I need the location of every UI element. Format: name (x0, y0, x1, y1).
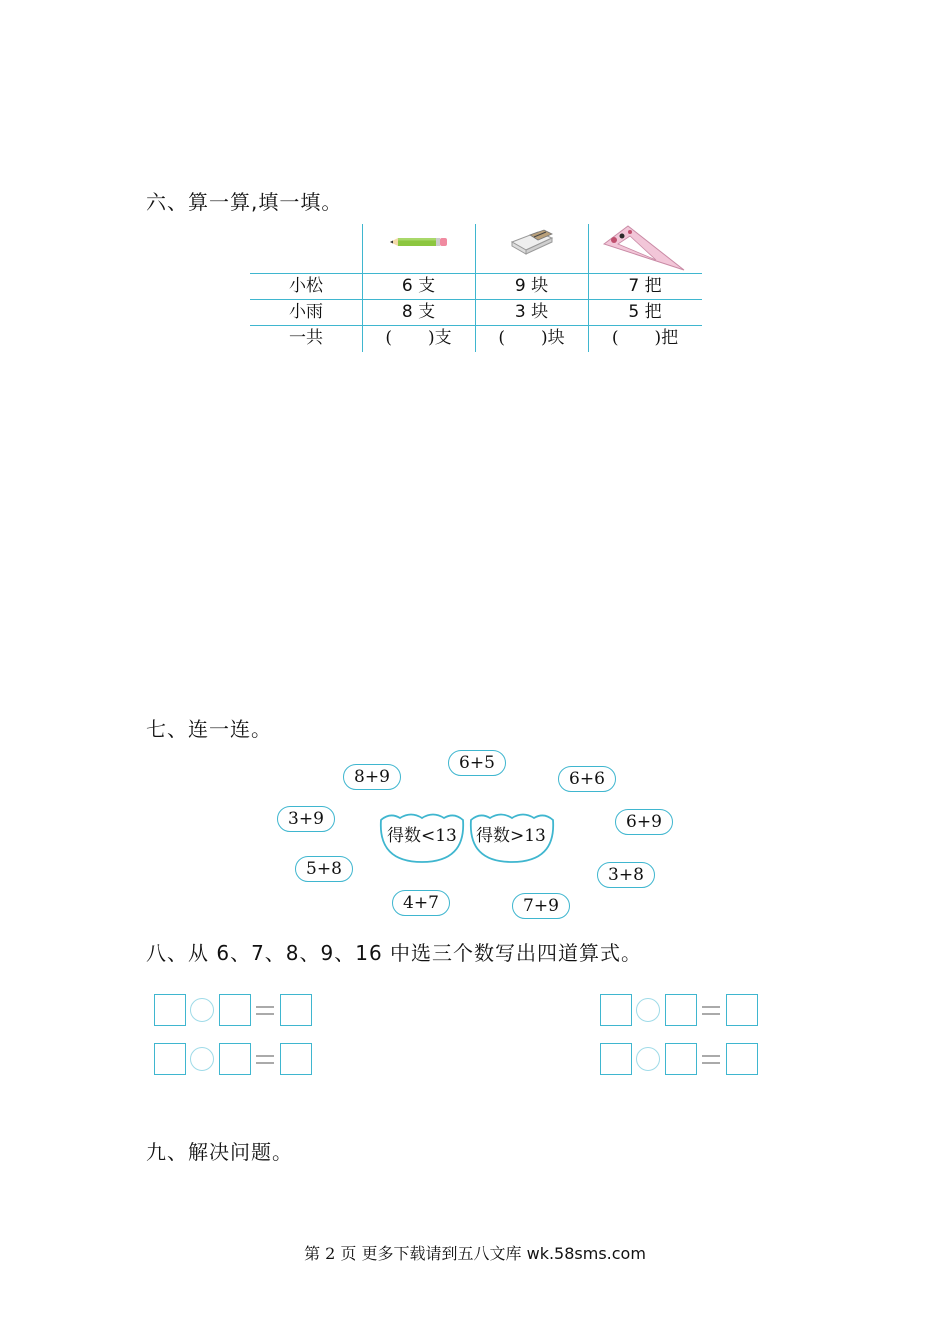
cell-xiaoyu-pencils: 8 支 (401, 302, 436, 322)
footer-site-link[interactable]: wk.58sms.com (526, 1244, 646, 1263)
page-footer (0, 1241, 950, 1264)
unit-label: 支 (434, 328, 452, 348)
expression-bubble[interactable]: 5+8 (295, 856, 353, 882)
expression-bubble[interactable]: 6+5 (448, 750, 506, 776)
basket-label-greater: 得数>13 (476, 826, 546, 846)
row-label-xiaosong: 小松 (289, 276, 323, 296)
section-8-heading: 八、从 6、7、8、9、16 中选三个数写出四道算式。 (146, 941, 643, 965)
equals-sign-icon (256, 1006, 274, 1015)
cell-xiaosong-rulers: 7 把 (628, 276, 662, 296)
number-box[interactable] (280, 994, 312, 1026)
section-7-heading: 七、连一连。 (146, 717, 272, 741)
expression-bubble[interactable]: 7+9 (512, 893, 570, 919)
row-label-xiaoyu: 小雨 (289, 302, 323, 322)
unit-label: 块 (547, 328, 565, 348)
close-paren: ) (541, 328, 548, 348)
operator-circle[interactable] (636, 998, 660, 1022)
close-paren: ) (654, 328, 662, 348)
expression-bubble[interactable]: 3+8 (597, 862, 655, 888)
eraser-icon (508, 226, 556, 256)
close-paren: ) (428, 328, 435, 348)
expression-bubble[interactable]: 6+6 (558, 766, 616, 792)
open-paren: ( (498, 328, 505, 348)
total-rulers-blank[interactable] (588, 326, 702, 350)
number-box[interactable] (600, 1043, 632, 1075)
number-box[interactable] (600, 994, 632, 1026)
equals-sign-icon (702, 1055, 720, 1064)
cell-xiaosong-pencils: 6 支 (401, 276, 436, 296)
row-label-total: 一共 (289, 328, 323, 348)
pencil-icon (390, 235, 450, 249)
expression-bubble[interactable]: 8+9 (343, 764, 401, 790)
total-pencils-blank[interactable] (362, 326, 475, 350)
number-box[interactable] (280, 1043, 312, 1075)
unit-label: 把 (661, 328, 679, 348)
total-erasers-blank[interactable] (475, 326, 588, 350)
basket-label-less: 得数<13 (387, 826, 457, 846)
number-box[interactable] (726, 1043, 758, 1075)
section-9-heading: 九、解决问题。 (146, 1140, 293, 1164)
operator-circle[interactable] (190, 998, 214, 1022)
operator-circle[interactable] (190, 1047, 214, 1071)
number-box[interactable] (219, 994, 251, 1026)
equals-sign-icon (702, 1006, 720, 1015)
number-box[interactable] (154, 1043, 186, 1075)
cell-xiaosong-erasers: 9 块 (514, 276, 549, 296)
expression-bubble[interactable]: 4+7 (392, 890, 450, 916)
number-box[interactable] (219, 1043, 251, 1075)
number-box[interactable] (665, 994, 697, 1026)
section-6-heading: 六、算一算,填一填。 (146, 190, 343, 214)
stationery-table (250, 224, 702, 352)
footer-page-text: 第 2 页 更多下载请到五八文库 (304, 1244, 522, 1263)
number-box[interactable] (154, 994, 186, 1026)
expression-bubble[interactable]: 3+9 (277, 806, 335, 832)
operator-circle[interactable] (636, 1047, 660, 1071)
open-paren: ( (611, 328, 619, 348)
cell-xiaoyu-rulers: 5 把 (628, 302, 662, 322)
equals-sign-icon (256, 1055, 274, 1064)
number-box[interactable] (665, 1043, 697, 1075)
cell-xiaoyu-erasers: 3 块 (514, 302, 549, 322)
triangle-ruler-icon (600, 224, 686, 272)
expression-bubble[interactable]: 6+9 (615, 809, 673, 835)
open-paren: ( (385, 328, 392, 348)
number-box[interactable] (726, 994, 758, 1026)
